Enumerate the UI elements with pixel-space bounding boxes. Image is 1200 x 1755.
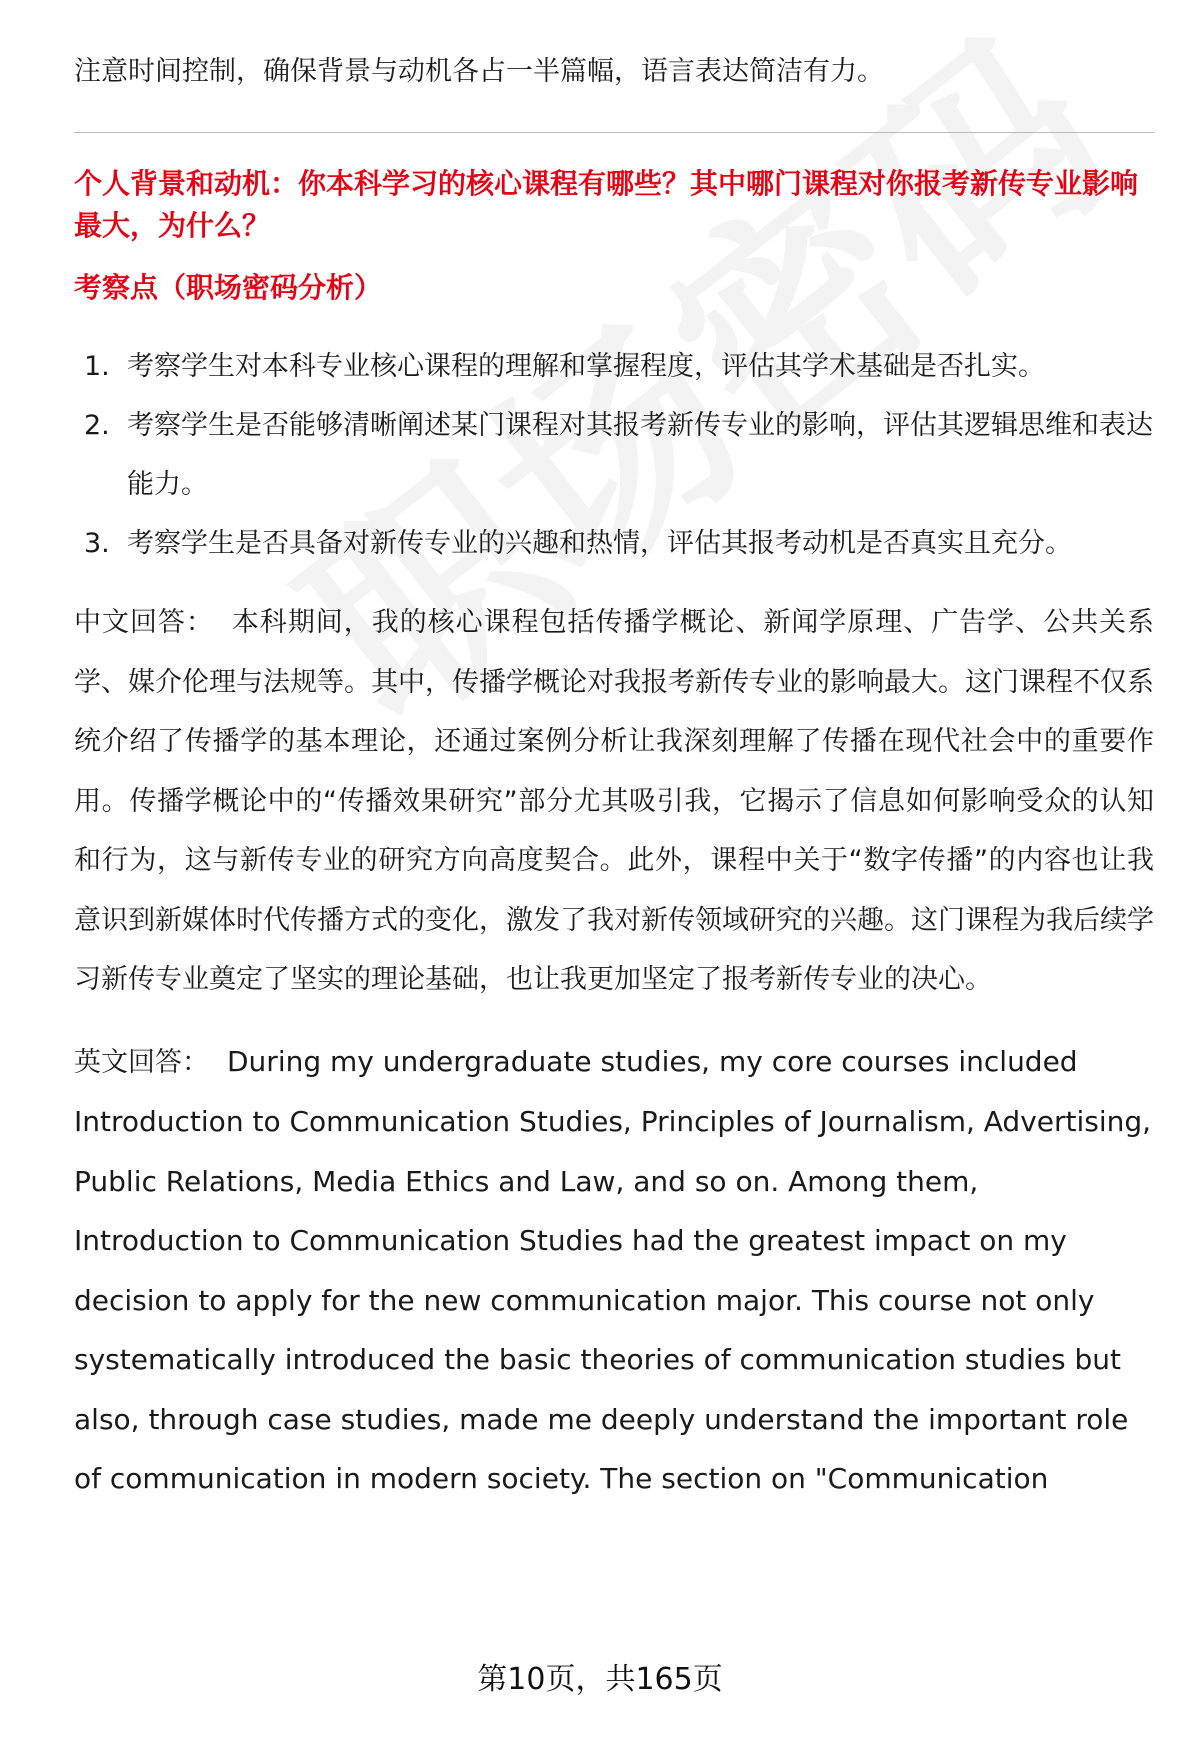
assessment-points-heading: 考察点（职场密码分析） [74, 271, 383, 304]
page-content [74, 52, 1154, 1509]
list-item-number: 3. [84, 528, 110, 559]
chinese-answer-text: 本科期间，我的核心课程包括传播学概论、新闻学原理、广告学、公共关系学、媒介伦理与法规等。其中，传播学概论对我报考新传专业的影响最大。这门课程不仅系统介绍了传播学的基本理论，还通过案例分析让我深刻理解了传播在现代社会中的重要作用。传播学概论中的“传播效果研究”部分尤其吸引我，它揭示了信息如何影响受众的认知和行为，这与新传专业的研究方向高度契合。此外，课程中关于“数字传播”的内容也让我意识到新媒体时代传播方式的变化，激发了我对新传领域研究的兴趣。这门课程为我后续学习新传专业奠定了坚实的理论基础，也让我更加坚定了报考新传专业的决心。 [74, 607, 1155, 995]
question-heading: 个人背景和动机：你本科学习的核心课程有哪些？其中哪门课程对你报考新传专业影响最大，为什么？ [74, 167, 1139, 242]
chinese-answer-paragraph [74, 593, 1154, 1010]
list-item-number: 1. [84, 351, 110, 382]
english-answer-label: 英文回答： [74, 1046, 209, 1078]
list-item-text: 考察学生是否具备对新传专业的兴趣和热情，评估其报考动机是否真实且充分。 [127, 528, 1072, 559]
list-item-text: 考察学生是否能够清晰阐述某门课程对其报考新传专业的影响，评估其逻辑思维和表达能力。 [127, 410, 1153, 500]
intro-paragraph: 注意时间控制，确保背景与动机各占一半篇幅，语言表达简洁有力。 [74, 56, 884, 87]
list-item-text: 考察学生对本科专业核心课程的理解和掌握程度，评估其学术基础是否扎实。 [127, 351, 1045, 382]
english-answer-text: During my undergraduate studies, my core courses included Introduction to Communication Studies, Principles of Journalism, Advertising, Public Relations, Media Ethics and Law, and so on. Among them, Introduction to Communication Studies had the greatest impact on my decision to apply for the new communication major. This course not only systematically introduced the basic theories of communication studies but also, through case studies, made me deeply understand the important role of communication in modern society. The section on "Communication [74, 1044, 1152, 1495]
list-item-number: 2. [84, 410, 110, 441]
assessment-points-list [74, 337, 1154, 573]
section-divider [74, 132, 1154, 133]
english-answer-paragraph [74, 1032, 1154, 1509]
page-number-footer: 第10页，共165页 [477, 1662, 723, 1697]
list-item [74, 396, 1154, 514]
list-item [74, 514, 1154, 573]
chinese-answer-label: 中文回答： [74, 607, 214, 638]
list-item [74, 337, 1154, 396]
